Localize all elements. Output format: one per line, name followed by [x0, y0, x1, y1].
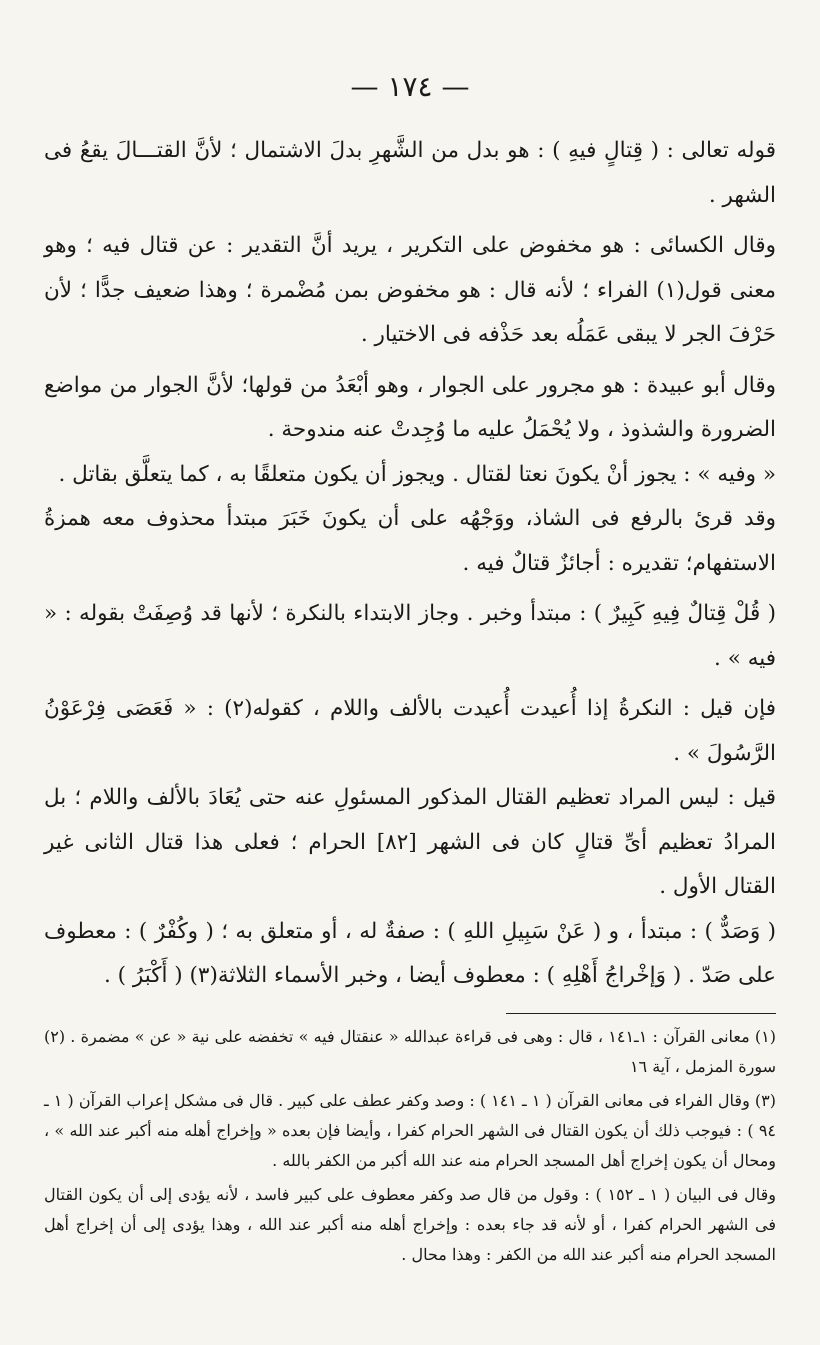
- footnotes: [44, 1022, 776, 1270]
- footnote: (١) معانى القرآن : ١ـ١٤١ ، قال : وهى فى قراءة عبدالله « عنقتال فيه » تخفضه على نية « عن » مضمرة . (٢) سورة المزمل ، آية ١٦: [44, 1026, 776, 1076]
- paragraph: وقد قرئ بالرفع فى الشاذ، ووَجْهُه على أن يكونَ خَبَرَ مبتدأ محذوف معه همزةُ الاستفهام؛ تقديره : أجائزٌ قتالٌ فيه .: [44, 506, 776, 576]
- footnote-divider: [506, 1013, 776, 1014]
- paragraph: فإن قيل : النكرةُ إذا أُعيدت أُعيدت بالألف واللام ، كقوله(٢) : « فَعَصَى فِرْعَوْنُ الرَّسُولَ » .: [44, 696, 776, 766]
- paragraph: قوله تعالى : ( قِتالٍ فيهِ ) : هو بدل من الشَّهرِ بدلَ الاشتمال ؛ لأنَّ القتـــالَ يقعُ فى الشهر .: [44, 138, 776, 208]
- footnote: وقال فى البيان ( ١ ـ ١٥٢ ) : وقول من قال صد وكفر معطوف على كبير فاسد ، لأنه يؤدى إلى أن يكون القتال فى الشهر الحرام كفرا ، أو لأنه قد جاء بعده : وإخراج أهله منه أكبر عند الله ، وهذا يؤدى إلى أن إخراج أهل المسجد الحرام منه أكبر عند الله من الكفر : وهذا محال .: [44, 1184, 777, 1264]
- paragraph: وقال أبو عبيدة : هو مجرور على الجوار ، وهو أبْعَدُ من قولها؛ لأنَّ الجوار من مواضع الضرورة والشذوذ ، ولا يُحْمَلُ عليه ما وُجِدتْ عنه مندوحة .: [44, 372, 776, 442]
- paragraph: قيل : ليس المراد تعظيم القتال المذكور المسئولِ عنه حتى يُعَادَ بالألف واللام ؛ بل المرادُ تعظيم أىِّ قتالٍ كان فى الشهر [٨٢] الحرام ؛ فعلى هذا قتال الثانى غير القتال الأول .: [44, 785, 776, 899]
- page-number: — ١٧٤ —: [350, 70, 470, 103]
- paragraph: وقال الكسائى : هو مخفوض على التكرير ، يريد أنَّ التقدير : عن قتال فيه ؛ وهو معنى قول(١) الفراء ؛ لأنه قال : هو مخفوض بمن مُضْمرة ؛ وهذا ضعيف جدًّا ؛ لأن حَرْفَ الجر لا يبقى عَمَلُه بعد حَذْفه فى الاختيار .: [44, 233, 777, 347]
- paragraph: ( قُلْ قِتالٌ فِيهِ كَبِيرٌ ) : مبتدأ وخبر . وجاز الابتداء بالنكرة ؛ لأنها قد وُصِفَتْ بقوله : « فيه » .: [44, 601, 776, 671]
- paragraph: ( وَصَدٌّ ) : مبتدأ ، و ( عَنْ سَبِيلِ اللهِ ) : صفةٌ له ، أو متعلق به ؛ ( وكُفْرٌ ) : معطوف على صَدّ . ( وَإخْراجُ أَهْلِهِ ) : معطوف أيضا ، وخبر الأسماء الثلاثة(٣) ( أَكْبَرُ ) .: [44, 918, 776, 988]
- footnote: (٣) وقال الفراء فى معانى القرآن ( ١ ـ ١٤١ ) : وصد وكفر عطف على كبير . قال فى مشكل إعراب القرآن ( ١ ـ ٩٤ ) : فيوجب ذلك أن يكون القتال فى الشهر الحرام كفرا ، وأيضا فإن بعده « وإخراج أهله منه أكبر عند الله » ، ومحال أن يكون إخراج أهل المسجد الحرام منه عند الله أكبر من الكفر بالله .: [44, 1090, 777, 1170]
- main-text: [44, 129, 776, 999]
- paragraph: « وفيه » : يجوز أنْ يكونَ نعتا لقتال . ويجوز أن يكون متعلقًا به ، كما يتعلَّق بقاتل .: [58, 461, 776, 487]
